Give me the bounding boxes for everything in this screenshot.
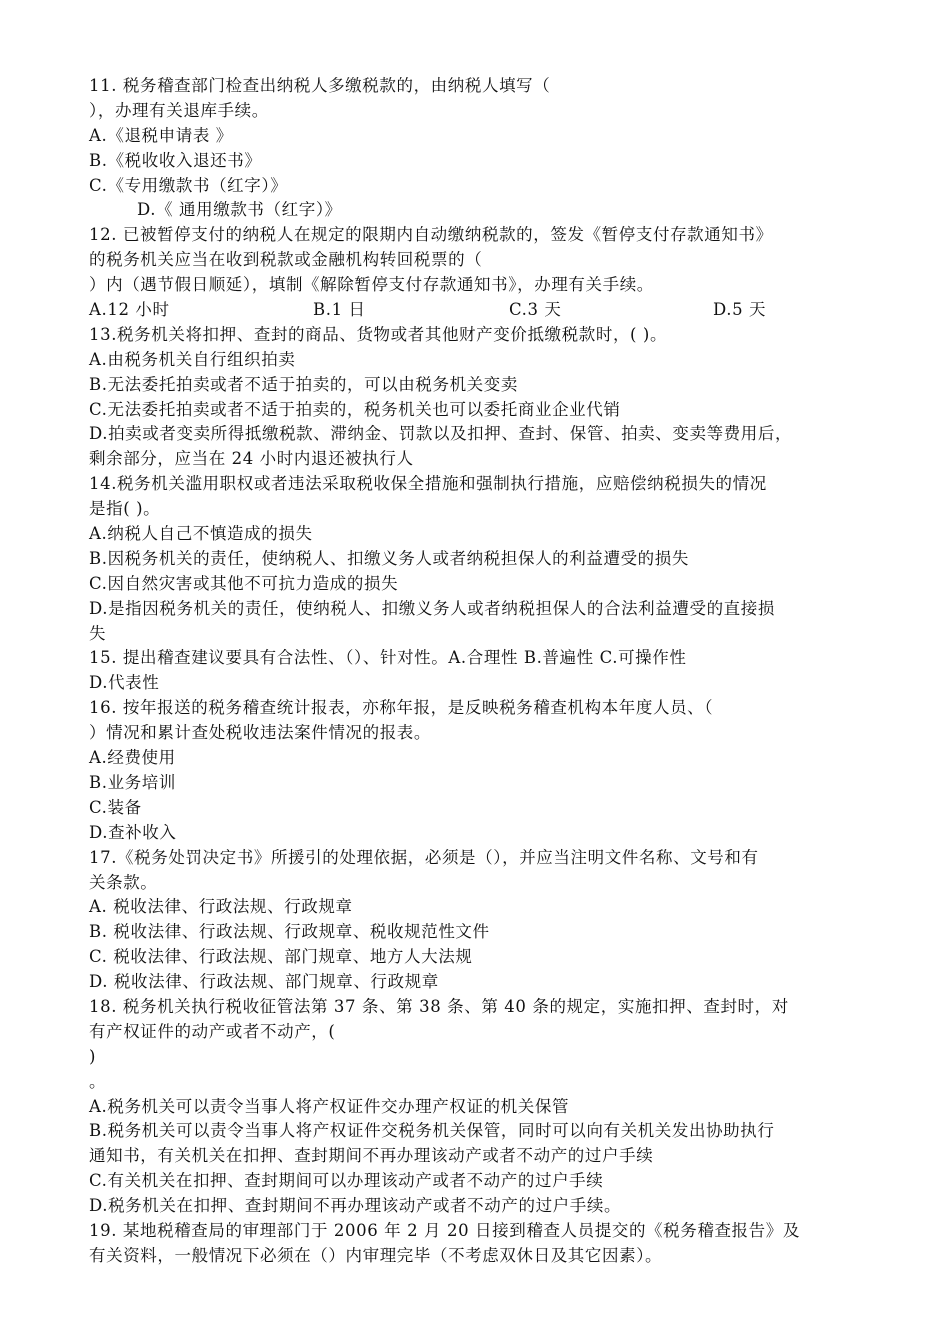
q11-option-c: C.《专用缴款书（红字）》 [89,175,288,195]
q17-option-a: A. 税收法律、行政法规、行政规章 [89,897,353,917]
q14-option-d-line-2: 失 [89,623,107,643]
q12-stem-line-3: ）内（遇节假日顺延），填制《解除暂停支付存款通知书》，办理有关手续。 [89,275,654,295]
q16-stem-line-1: 16. 按年报送的税务稽查统计报表，亦称年报，是反映税务稽查机构本年度人员、（ [89,698,714,718]
q14-option-a: A.纳税人自己不慎造成的损失 [89,524,313,544]
q19-stem-line-1: 19. 某地税稽查局的审理部门于 2006 年 2 月 20 日接到稽查人员提交的《税务稽查报告》及 [89,1220,800,1240]
q18-stem-line-4: 。 [89,1071,107,1091]
q13-option-d-line-2: 剩余部分，应当在 24 小时内退还被执行人 [89,449,414,469]
q11-option-b: B.《税收收入退还书》 [89,150,262,170]
q12-option-d: D.5 天 [713,300,767,320]
q18-option-a: A.税务机关可以责令当事人将产权证件交办理产权证的机关保管 [89,1096,570,1116]
q17-stem-line-2: 关条款。 [89,872,158,892]
q12-options-row [89,298,879,323]
q13-stem: 13.税务机关将扣押、查封的商品、货物或者其他财产变价抵缴税款时，( )。 [89,324,668,344]
q14-stem-line-1: 14.税务机关滥用职权或者违法采取税收保全措施和强制执行措施，应赔偿纳税损失的情况 [89,474,767,494]
q17-option-b: B. 税收法律、行政法规、行政规章、税收规范性文件 [89,922,490,942]
q19-stem-line-2: 有关资料，一般情况下必须在（）内审理完毕（不考虑双休日及其它因素）。 [89,1245,663,1265]
q12-option-b: B.1 日 [313,300,366,320]
q12-option-a: A.12 小时 [89,300,170,320]
q18-option-d: D.税务机关在扣押、查封期间不再办理该动产或者不动产的过户手续。 [89,1196,622,1216]
q18-option-b-line-1: B.税务机关可以责令当事人将产权证件交税务机关保管，同时可以向有关机关发出协助执行 [89,1121,775,1141]
q15-stem: 15. 提出稽查建议要具有合法性、（）、针对性。A.合理性 B.普遍性 C.可操作性 [89,648,687,668]
q17-option-c: C. 税收法律、行政法规、部门规章、地方人大法规 [89,947,473,967]
q16-option-a: A.经费使用 [89,748,176,768]
q12-stem-line-2: 的税务机关应当在收到税款或金融机构转回税票的（ [89,250,483,270]
q14-stem-line-2: 是指( )。 [89,499,161,519]
document-page [89,74,879,1269]
q18-stem-line-3: ) [89,1046,97,1066]
q18-stem-line-2: 有产权证件的动产或者不动产，( [89,1021,336,1041]
q18-option-c: C.有关机关在扣押、查封期间可以办理该动产或者不动产的过户手续 [89,1171,604,1191]
q11-stem-line-1: 11. 税务稽查部门检查出纳税人多缴税款的，由纳税人填写（ [89,76,551,95]
q15-option-d: D.代表性 [89,673,160,693]
q14-option-b: B.因税务机关的责任，使纳税人、扣缴义务人或者纳税担保人的利益遭受的损失 [89,548,689,568]
q13-option-d-line-1: D.拍卖或者变卖所得抵缴税款、滞纳金、罚款以及扣押、查封、保管、拍卖、变卖等费用后， [89,424,793,444]
q11-stem-line-2: ），办理有关退库手续。 [89,100,269,120]
q12-option-c: C.3 天 [509,300,562,320]
q13-option-b: B.无法委托拍卖或者不适于拍卖的，可以由税务机关变卖 [89,374,518,394]
q11-option-d: D.《 通用缴款书（红字）》 [137,200,342,220]
q13-option-a: A.由税务机关自行组织拍卖 [89,349,296,369]
q14-option-d-line-1: D.是指因税务机关的责任，使纳税人、扣缴义务人或者纳税担保人的合法利益遭受的直接损 [89,598,775,618]
q17-option-d: D. 税收法律、行政法规、部门规章、行政规章 [89,972,439,992]
q18-stem-line-1: 18. 税务机关执行税收征管法第 37 条、第 38 条、第 40 条的规定，实施扣押、查封时，对 [89,996,789,1016]
q17-stem-line-1: 17.《税务处罚决定书》所援引的处理依据，必须是（），并应当注明文件名称、文号和有 [89,847,759,867]
q13-option-c: C.无法委托拍卖或者不适于拍卖的，税务机关也可以委托商业企业代销 [89,399,621,419]
q12-stem-line-1: 12. 已被暂停支付的纳税人在规定的限期内自动缴纳税款的，签发《暂停支付存款通知书》 [89,225,773,245]
q16-option-d: D.查补收入 [89,822,177,842]
q16-option-c: C.装备 [89,797,142,817]
q16-stem-line-2: ）情况和累计查处税收违法案件情况的报表。 [89,723,431,743]
q18-option-b-line-2: 通知书，有关机关在扣押、查封期间不再办理该动产或者不动产的过户手续 [89,1146,654,1166]
q16-option-b: B.业务培训 [89,772,176,792]
q11-option-a: A.《退税申请表 》 [89,125,233,145]
q14-option-c: C.因自然灾害或其他不可抗力造成的损失 [89,573,399,593]
